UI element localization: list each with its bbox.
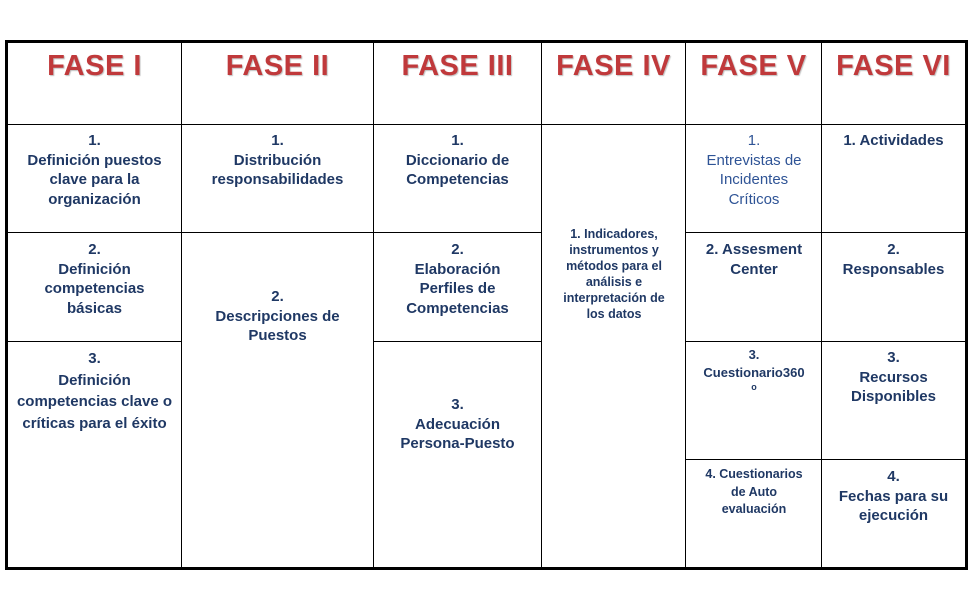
item-text: Responsables xyxy=(842,260,945,278)
table-border-right xyxy=(965,40,968,570)
fase3-item-2 xyxy=(394,233,521,318)
item-number: 2. xyxy=(271,288,284,305)
item-text: Recursos Disponibles xyxy=(850,368,936,405)
fase6-item-4 xyxy=(828,460,959,526)
fase3-item-3 xyxy=(384,388,531,454)
item-text: Descripciones de Puestos xyxy=(215,307,340,344)
item-superscript: o xyxy=(751,382,757,392)
item-number: 2. xyxy=(887,241,900,258)
item-number: 3. xyxy=(748,347,760,362)
column-divider xyxy=(821,42,822,568)
column-divider xyxy=(541,42,542,568)
fase5-item-4: 4. Cuestionarios de Auto evaluación xyxy=(705,467,803,516)
header-fase-1: FASE I xyxy=(47,49,142,82)
header-fase-4: FASE IV xyxy=(556,49,671,82)
fase6-item-3 xyxy=(830,341,957,407)
column-divider xyxy=(373,42,374,568)
fase1-item-1 xyxy=(16,124,173,209)
item-number: 1. xyxy=(451,132,464,149)
item-text: Definición competencias clave o críticas para el éxito xyxy=(16,371,173,432)
table-border-left xyxy=(5,40,8,570)
item-text: Definición competencias básicas xyxy=(44,260,145,317)
header-fase-2: FASE II xyxy=(225,49,330,82)
item-text: Diccionario de Competencias xyxy=(405,151,510,188)
fase5-item-1 xyxy=(696,124,812,209)
item-number: 1. xyxy=(88,132,101,149)
item-text: Cuestionario360 xyxy=(703,365,805,380)
fase2-item-1 xyxy=(190,124,365,190)
item-text: Definición puestos clave para la organización xyxy=(27,151,162,208)
item-text: Entrevistas de Incidentes Críticos xyxy=(706,151,802,208)
fase6-item-1: 1. Actividades xyxy=(843,132,944,149)
fase1-item-3 xyxy=(14,341,175,434)
item-number: 3. xyxy=(451,396,464,413)
item-text: Elaboración Perfiles de Competencias xyxy=(406,260,509,317)
fase5-item-3 xyxy=(692,346,816,392)
header-fase-6: FASE VI xyxy=(836,49,951,82)
item-number: 3. xyxy=(88,350,101,367)
header-fase-3: FASE III xyxy=(401,49,514,82)
column-divider xyxy=(181,42,182,568)
fase1-item-2 xyxy=(30,233,159,318)
item-number: 2. xyxy=(88,241,101,258)
row-divider xyxy=(374,341,541,342)
table-border-bottom xyxy=(5,567,968,570)
header-fase-5: FASE V xyxy=(700,49,807,82)
fase5-item-2: 2. Assesment Center xyxy=(705,241,803,278)
fase4-item-1: 1. Indicadores, instrumentos y métodos para el análisis e interpretación de los datos xyxy=(563,227,665,321)
column-divider xyxy=(685,42,686,568)
fase6-item-2 xyxy=(830,233,957,279)
item-number: 2. xyxy=(451,241,464,258)
fase3-item-1 xyxy=(384,124,531,190)
item-text: Fechas para su ejecución xyxy=(838,487,949,524)
item-text: Adecuación Persona-Puesto xyxy=(400,415,515,452)
item-number: 3. xyxy=(887,349,900,366)
item-number: 4. xyxy=(887,468,900,485)
fase2-item-2 xyxy=(200,280,355,346)
item-number: 1. xyxy=(271,132,284,149)
item-text: Distribución responsabilidades xyxy=(211,151,344,188)
item-number: 1. xyxy=(747,132,761,149)
